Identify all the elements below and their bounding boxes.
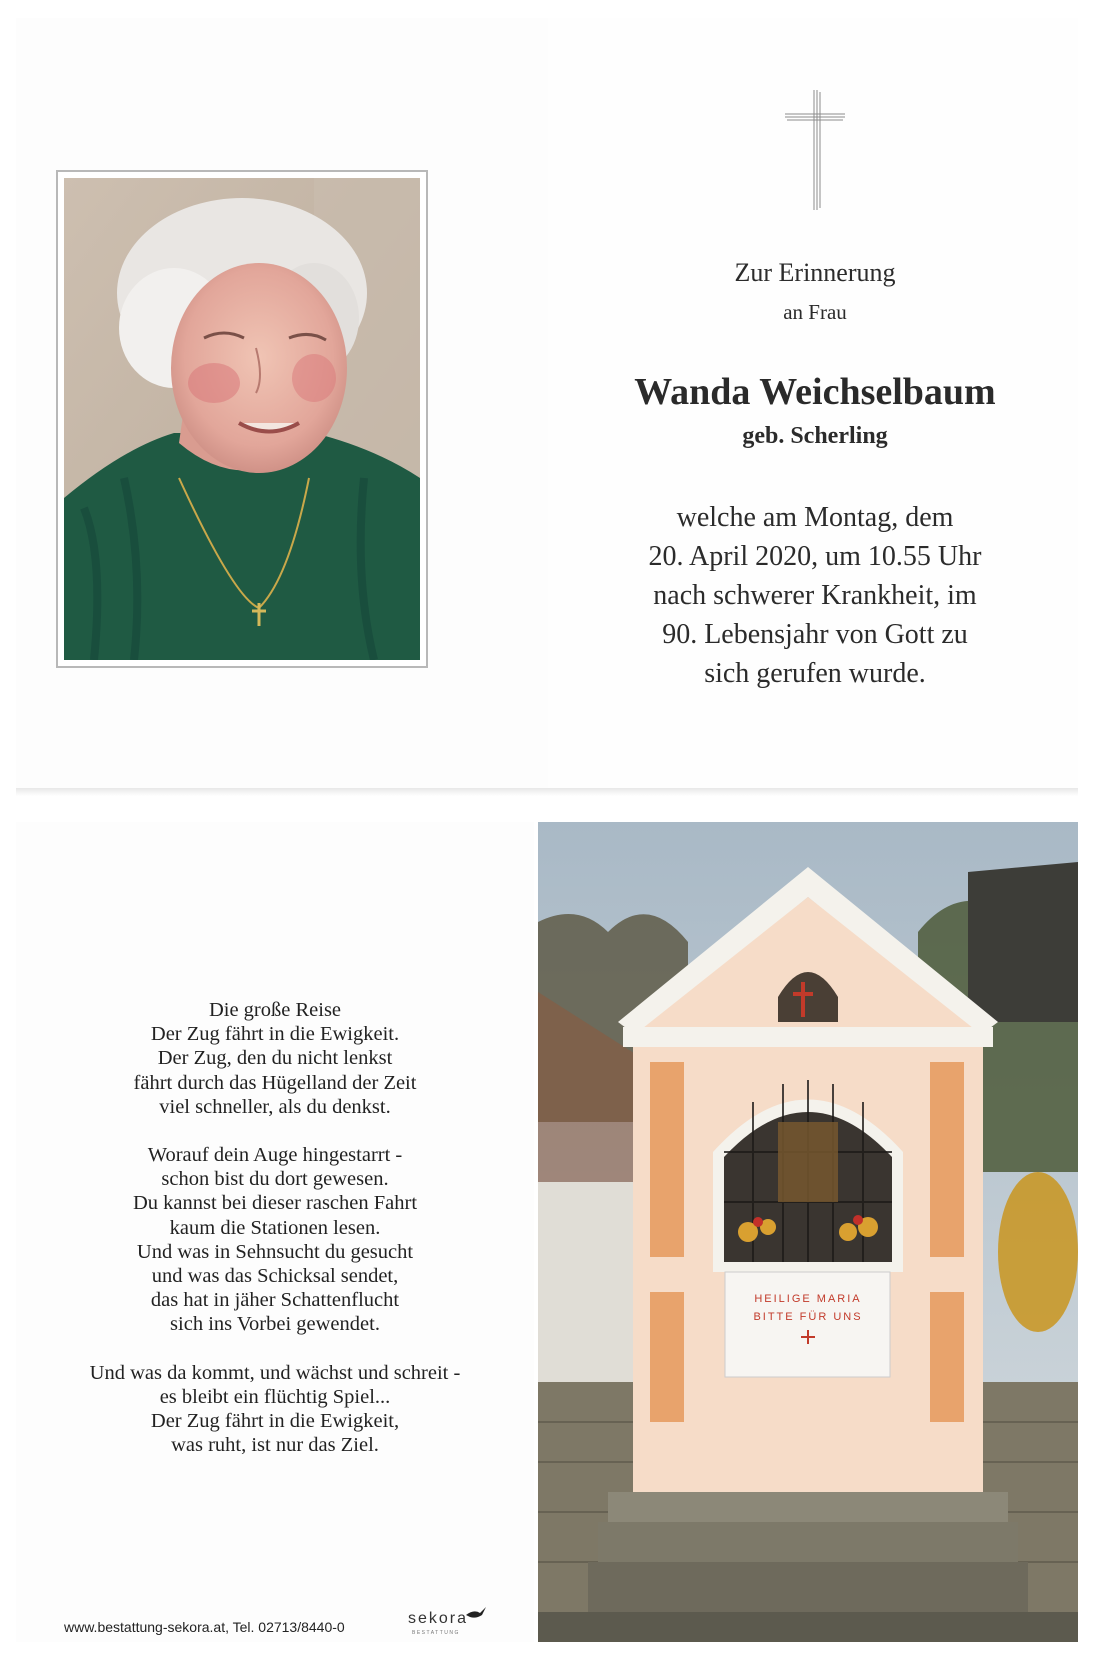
chapel-photo <box>538 822 1078 1642</box>
poem-line: sich ins Vorbei gewendet. <box>170 1313 380 1336</box>
chapel-banner-line2: BITTE FÜR UNS <box>753 1311 863 1323</box>
cross-icon <box>780 90 850 210</box>
poem-line: kaum die Stationen lesen. <box>169 1216 381 1239</box>
death-notice-line: welche am Montag, dem <box>676 502 954 533</box>
poem-stanza <box>40 1143 510 1337</box>
funeral-home-contact: www.bestattung-sekora.at, Tel. 02713/8440-0 <box>64 1619 345 1635</box>
deceased-name: Wanda Weichselbaum <box>634 371 996 413</box>
poem-line: und was das Schicksal sendet, <box>151 1265 399 1288</box>
death-notice-line: sich gerufen wurde. <box>704 658 926 689</box>
poem-line: Du kannst bei dieser raschen Fahrt <box>132 1192 418 1215</box>
poem-line: Worauf dein Auge hingestarrt - <box>147 1144 403 1167</box>
poem-line: Der Zug, den du nicht lenkst <box>157 1047 393 1070</box>
chapel-banner-line1: HEILIGE MARIA <box>754 1293 862 1305</box>
maiden-name: geb. Scherling <box>742 423 888 449</box>
card-fold <box>16 788 1078 796</box>
poem <box>40 998 510 1481</box>
poem-stanza <box>40 998 510 1119</box>
poem-line: Der Zug fährt in die Ewigkeit, <box>150 1410 400 1433</box>
poem-line: viel schneller, als du denkst. <box>159 1095 391 1118</box>
chapel-image <box>538 822 1078 1642</box>
sekora-logo-sub: BESTATTUNG <box>412 1630 460 1636</box>
poem-line: was ruht, ist nur das Ziel. <box>171 1434 379 1457</box>
poem-line: Der Zug fährt in die Ewigkeit. <box>150 1023 400 1046</box>
poem-line: es bleibt ein flüchtig Spiel... <box>159 1385 391 1408</box>
sekora-logo: sekora <box>408 1610 469 1627</box>
poem-line: schon bist du dort gewesen. <box>161 1168 389 1191</box>
death-notice-line: 20. April 2020, um 10.55 Uhr <box>648 541 982 572</box>
poem-line: Die große Reise <box>208 999 342 1021</box>
death-notice-line: 90. Lebensjahr von Gott zu <box>662 619 968 650</box>
poem-line: Und was da kommt, und wächst und schreit - <box>89 1361 461 1384</box>
death-notice-line: nach schwerer Krankheit, im <box>653 580 977 611</box>
memorial-heading: Zur Erinnerung <box>734 258 896 287</box>
portrait-image <box>64 178 420 660</box>
poem-stanza <box>40 1361 510 1458</box>
death-notice <box>600 498 1030 693</box>
poem-line: Und was in Sehnsucht du gesucht <box>136 1240 414 1263</box>
poem-line: fährt durch das Hügelland der Zeit <box>133 1071 417 1094</box>
dove-icon <box>466 1607 486 1621</box>
portrait-photo <box>56 170 428 668</box>
poem-line: das hat in jäher Schattenflucht <box>150 1289 400 1312</box>
salutation: an Frau <box>783 300 847 324</box>
